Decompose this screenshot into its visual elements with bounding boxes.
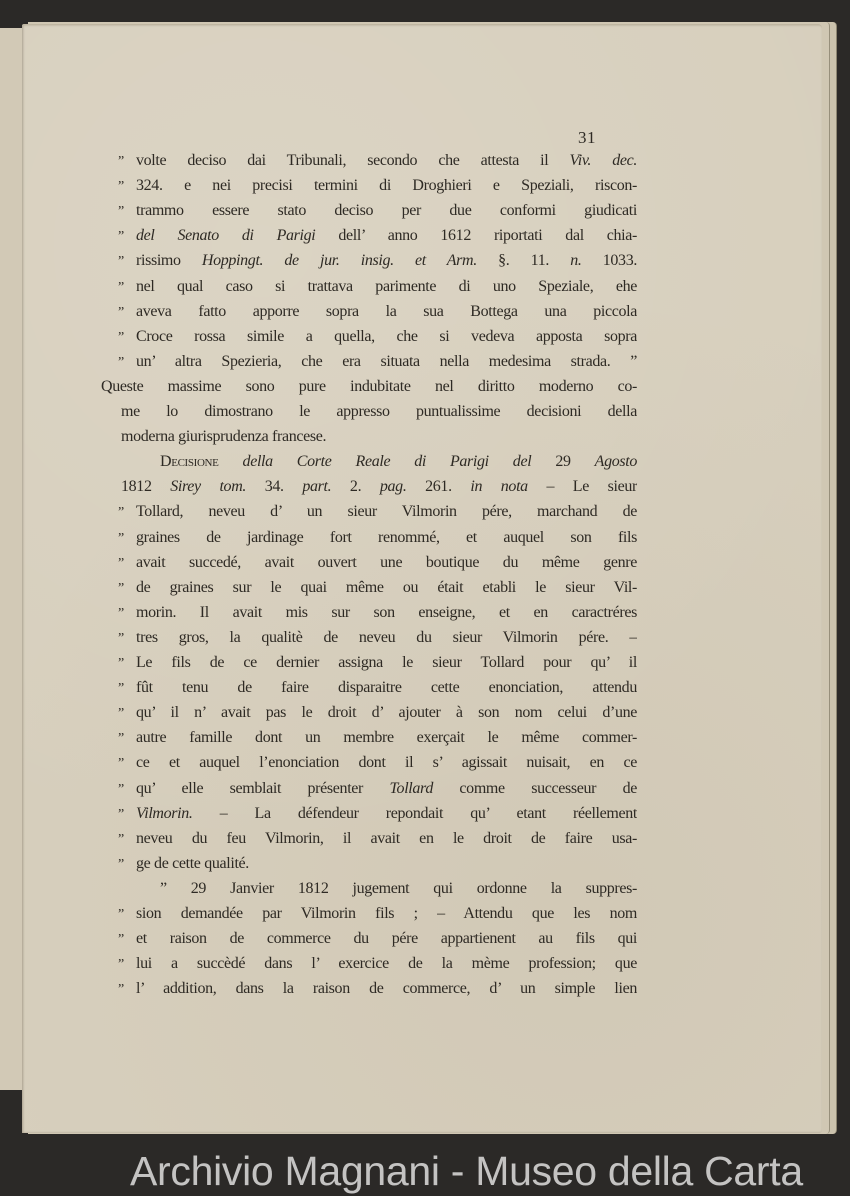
text-run: Le fils de ce dernier assigna le sieur Tollard pour qu’ il <box>136 654 637 671</box>
quote-mark: ” <box>118 781 125 797</box>
italic-text: del Senato di Parigi <box>136 227 316 245</box>
italic-text: Viv. dec. <box>569 152 637 169</box>
quote-mark: ” <box>118 179 125 195</box>
quote-mark: ” <box>118 555 125 571</box>
text-run: 1812 <box>121 478 171 496</box>
text-line <box>118 199 637 223</box>
italic-text: Vilmorin. <box>136 804 193 822</box>
text-run: volte deciso dai Tribunali, secondo che attesta il <box>136 152 570 169</box>
text-line <box>118 174 637 198</box>
text-run: qu’ il n’ avait pas le droit d’ ajouter à son nom celui d’une <box>136 704 637 722</box>
archive-watermark: Archivio Magnani - Museo della Carta <box>130 1148 803 1194</box>
text-line <box>118 526 637 550</box>
text-line <box>118 551 637 575</box>
quote-mark: ” <box>118 304 125 320</box>
text-run: me lo dimostrano le appresso puntualissime decisioni della <box>121 403 637 420</box>
text-run: Decisione <box>160 453 219 471</box>
quote-mark: ” <box>118 229 125 245</box>
italic-text: n. <box>570 252 582 270</box>
text-line <box>118 751 637 775</box>
text-run: dell’ anno 1612 riportati dal chia- <box>315 227 637 245</box>
text-run: 324. e nei precisi termini di Droghieri e Speziali, riscon- <box>136 177 637 195</box>
text-line <box>118 802 637 826</box>
text-run: un’ altra Spezieria, che era situata nella medesima strada. ” <box>136 352 637 370</box>
text-line <box>118 500 637 524</box>
text-run: 34. <box>246 478 303 496</box>
text-line <box>118 601 637 625</box>
text-line <box>118 952 637 976</box>
quote-mark: ” <box>118 354 125 370</box>
text-line <box>118 676 637 700</box>
italic-text: in nota <box>470 478 528 496</box>
text-line <box>118 651 637 675</box>
text-run: aveva fatto apporre sopra la sua Bottega una piccola <box>136 302 637 320</box>
text-run: tres gros, la qualitè de neveu du sieur Vilmorin pére. – <box>136 628 637 646</box>
quote-mark: ” <box>118 681 125 697</box>
text-line <box>118 224 637 248</box>
text-run: et raison de commerce du pére appartienent au fils qui <box>136 930 637 948</box>
text-run: comme successeur de <box>432 779 637 797</box>
quote-mark: ” <box>118 806 125 822</box>
text-run: – Le sieur <box>527 478 637 496</box>
text-run: graines de jardinage fort renommé, et auquel son fils <box>136 528 637 546</box>
text-line <box>118 300 637 324</box>
quote-mark: ” <box>118 530 125 546</box>
quote-mark: ” <box>118 204 125 220</box>
text-run: l’ addition, dans la raison de commerce, d’ un simple lien <box>136 980 637 998</box>
quote-mark: ” <box>118 957 125 973</box>
text-run: morin. Il avait mis sur son enseigne, et en caractréres <box>136 603 637 621</box>
quote-mark: ” <box>118 731 125 747</box>
quote-mark: ” <box>118 907 125 922</box>
text-run: moderna giurisprudenza francese. <box>121 428 327 446</box>
text-line <box>118 777 637 801</box>
quote-mark: ” <box>118 630 125 646</box>
quote-mark: ” <box>118 154 125 169</box>
text-run: avait succedé, avait ouvert une boutique du même genre <box>136 553 637 571</box>
text-run: lui a succèdé dans l’ exercice de la mème profession; que <box>136 955 637 973</box>
italic-text: part. <box>302 478 332 496</box>
text-line <box>118 325 637 349</box>
text-run: §. 11. <box>476 252 571 270</box>
text-line <box>118 927 637 951</box>
text-line <box>118 827 637 851</box>
text-run: 2. <box>331 478 380 496</box>
text-line <box>121 400 637 424</box>
text-line <box>118 149 637 173</box>
text-line <box>118 249 637 273</box>
text-line <box>118 275 637 299</box>
text-run <box>219 453 243 470</box>
text-line <box>118 726 637 750</box>
italic-text: pag. <box>379 478 407 496</box>
quote-mark: ” <box>118 605 125 621</box>
text-run: Croce rossa simile a quella, che si vedeva apposta sopra <box>136 327 637 345</box>
text-run: Tollard, neveu d’ un sieur Vilmorin pére, marchand de <box>136 503 637 521</box>
text-run: trammo essere stato deciso per due conformi giudicati <box>136 202 637 220</box>
quote-mark: ” <box>118 279 125 295</box>
text-line <box>121 425 637 449</box>
text-run: nel qual caso si trattava parimente di uno Speziale, ehe <box>136 277 637 295</box>
text-run: – La défendeur repondait qu’ etant réellement <box>192 804 637 822</box>
text-line <box>118 852 637 876</box>
text-run: fût tenu de faire disparaitre cette enonciation, attendu <box>136 679 637 697</box>
quote-mark: ” <box>118 856 125 872</box>
quote-mark: ” <box>118 982 125 998</box>
text-run: sion demandée par Vilmorin fils ; – Attendu que les nom <box>136 905 637 922</box>
text-line <box>118 626 637 650</box>
italic-text: Agosto <box>594 453 637 471</box>
text-line <box>160 877 637 901</box>
text-run: 29 <box>531 453 595 471</box>
text-line <box>118 701 637 725</box>
text-run: autre famille dont un membre exerçait le même commer- <box>136 729 637 747</box>
quote-mark: ” <box>118 932 125 948</box>
quote-mark: ” <box>118 580 125 596</box>
quote-mark: ” <box>118 505 125 521</box>
italic-text: Sirey tom. <box>170 478 247 496</box>
text-run: de graines sur le quai même ou était etabli le sieur Vil- <box>136 578 637 596</box>
italic-text: della Corte Reale di Parigi del <box>242 453 532 471</box>
text-line <box>118 350 637 374</box>
text-line <box>118 576 637 600</box>
text-run: ge de cette qualité. <box>136 854 249 872</box>
italic-text: Tollard <box>389 779 433 797</box>
page-number: 31 <box>578 128 596 147</box>
text-line <box>101 375 637 399</box>
quote-mark: ” <box>118 706 125 722</box>
text-run: ” 29 Janvier 1812 jugement qui ordonne la suppres- <box>160 879 637 897</box>
quote-mark: ” <box>118 656 125 671</box>
text-run: 1033. <box>581 252 637 270</box>
text-run: Queste massime sono pure indubitate nel diritto moderno co- <box>101 377 637 395</box>
quote-mark: ” <box>118 254 125 270</box>
text-run: neveu du feu Vilmorin, il avait en le droit de faire usa- <box>136 829 637 847</box>
text-line <box>121 475 637 499</box>
italic-text: Hoppingt. de jur. insig. et Arm. <box>201 252 477 270</box>
text-run: 261. <box>406 478 471 496</box>
quote-mark: ” <box>118 756 125 772</box>
text-line <box>118 977 637 1001</box>
quote-mark: ” <box>118 329 125 345</box>
text-run: qu’ elle semblait présenter <box>136 779 390 797</box>
text-run: ce et auquel l’enonciation dont il s’ agissait nuisait, en ce <box>136 754 637 772</box>
text-run: rissimo <box>136 252 202 270</box>
text-line <box>160 450 637 474</box>
text-line <box>118 902 637 926</box>
quote-mark: ” <box>118 831 125 847</box>
